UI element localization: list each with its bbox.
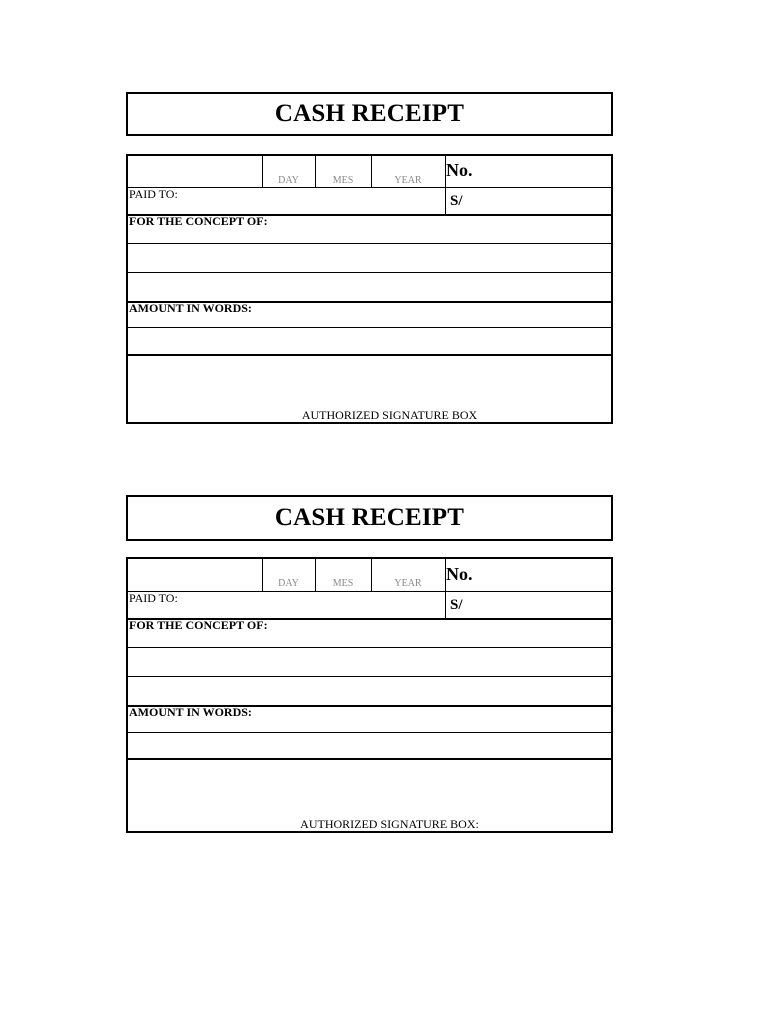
divider: [128, 243, 611, 244]
day-field-label: DAY: [278, 175, 299, 186]
year-field-label: YEAR: [394, 578, 422, 589]
divider: [128, 272, 611, 273]
amount-symbol-label: S/: [450, 193, 463, 209]
divider: [128, 676, 611, 677]
year-field-label: YEAR: [394, 175, 422, 186]
amount-in-words-label: AMOUNT IN WORDS:: [129, 705, 252, 719]
title-box: [126, 495, 613, 541]
concept-label: FOR THE CONCEPT OF:: [129, 618, 268, 632]
divider: [128, 758, 611, 760]
paid-to-label: PAID TO:: [129, 187, 178, 201]
divider: [128, 187, 611, 188]
receipt-number-label: No.: [446, 564, 473, 584]
divider: [128, 354, 611, 356]
amount-in-words-label: AMOUNT IN WORDS:: [129, 301, 252, 315]
divider: [128, 591, 611, 592]
month-field-label: MES: [332, 578, 354, 589]
divider: [128, 647, 611, 648]
receipt-title: CASH RECEIPT: [274, 100, 465, 127]
divider: [128, 732, 611, 733]
amount-symbol-label: S/: [450, 597, 463, 613]
signature-box-label: AUTHORIZED SIGNATURE BOX: [301, 408, 478, 422]
signature-box-label: AUTHORIZED SIGNATURE BOX:: [300, 817, 479, 831]
concept-label: FOR THE CONCEPT OF:: [129, 214, 268, 228]
paid-to-label: PAID TO:: [129, 591, 178, 605]
receipt-number-label: No.: [446, 160, 473, 180]
receipt-form: [126, 557, 613, 833]
receipt-form: [126, 154, 613, 424]
day-field-label: DAY: [278, 578, 299, 589]
divider: [128, 327, 611, 328]
title-box: [126, 92, 613, 136]
month-field-label: MES: [332, 175, 354, 186]
receipt-title: CASH RECEIPT: [274, 504, 465, 531]
